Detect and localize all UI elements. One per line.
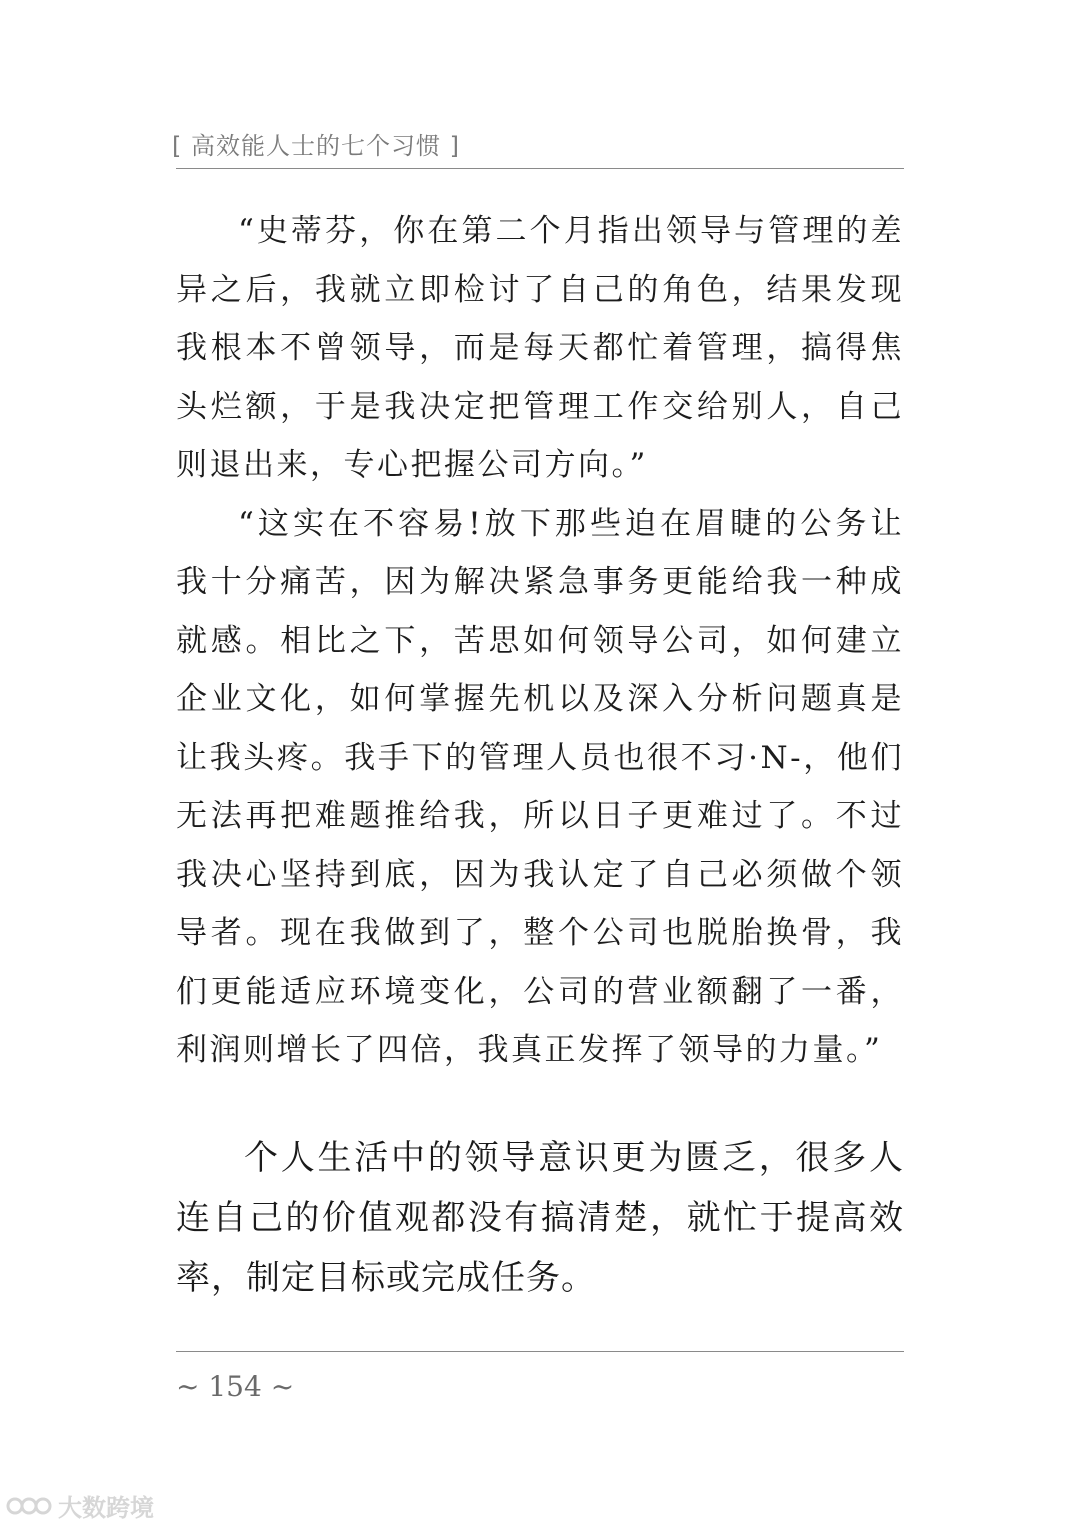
quote-paragraph-2: “这实在不容易!放下那些迫在眉睫的公务让我十分痛苦，因为解决紧急事务更能给我一种成就感。相比之下，苦思如何领导公司，如何建立企业文化，如何掌握先机以及深入分析问题真是让我头疼。我手下的管理人员也很不习·N-，他们无法再把难题推给我，所以日子更难过了。不过我决心坚持到底，因为我认定了自己必须做个领导者。现在我做到了，整个公司也脱胎换骨，我们更能适应环境变化，公司的营业额翻了一番，利润则增长了四倍，我真正发挥了领导的力量。” [176, 505, 904, 1068]
watermark-logo-icon [6, 1493, 52, 1519]
quoted-passage [176, 202, 904, 1080]
page-number: ~ 154 ~ [176, 1370, 295, 1403]
running-head-title: [ 高效能人士的七个习惯 ] [172, 132, 460, 160]
body-passage [176, 1128, 904, 1308]
watermark-text: 大数跨境 [58, 1494, 154, 1522]
footer-rule [176, 1351, 904, 1352]
body-paragraph: 个人生活中的领导意识更为匮乏，很多人连自己的价值观都没有搞清楚，就忙于提高效率，制定目标或完成任务。 [176, 1138, 904, 1298]
watermark [6, 1488, 154, 1523]
header-rule [176, 168, 904, 169]
quote-paragraph-1: “史蒂芬，你在第二个月指出领导与管理的差异之后，我就立即检讨了自己的角色，结果发现我根本不曾领导，而是每天都忙着管理，搞得焦头烂额，于是我决定把管理工作交给别人，自己则退出来，专心把握公司方向。” [176, 213, 904, 483]
